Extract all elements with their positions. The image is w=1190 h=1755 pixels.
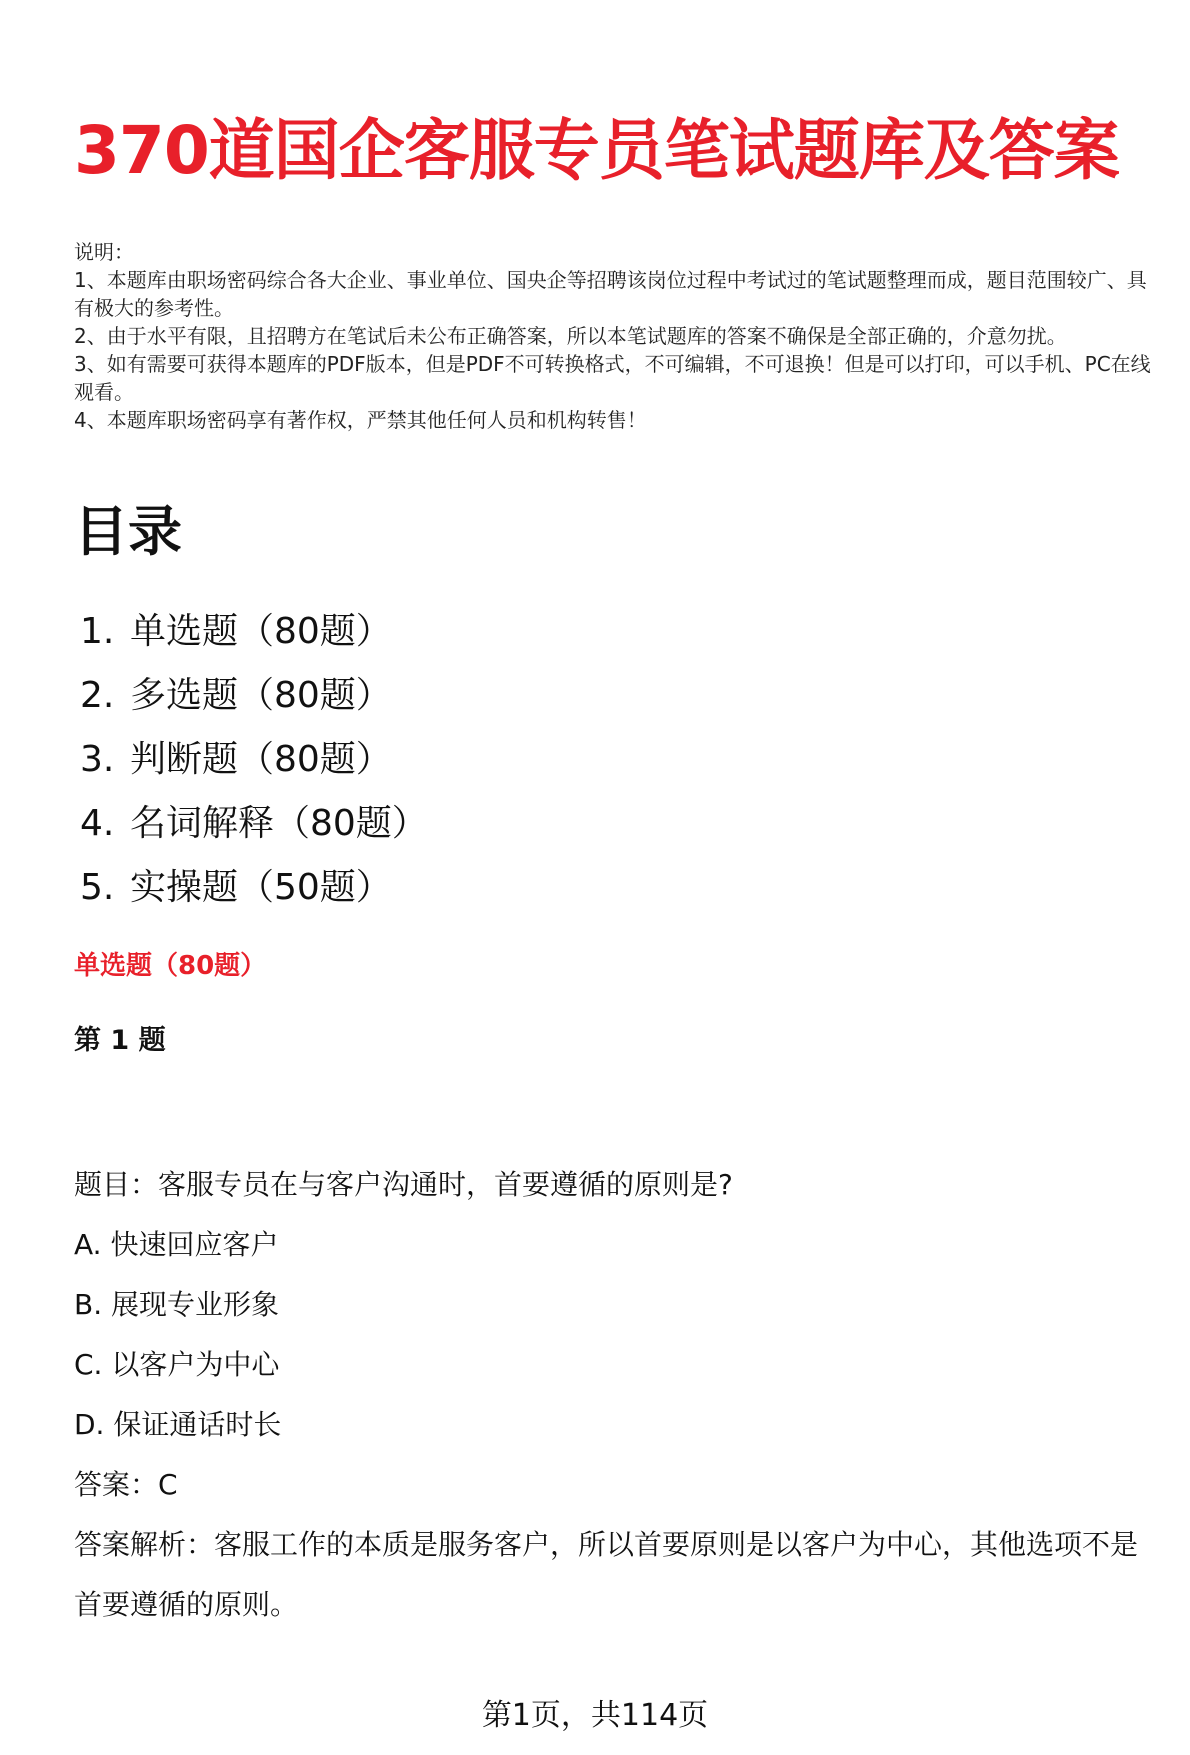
instruction-item: 3、如有需要可获得本题库的PDF版本，但是PDF不可转换格式，不可编辑，不可退换！但是可以打印，可以手机、PC在线观看。 [74,352,1151,404]
page-footer: 第1页，共114页 [481,1698,709,1733]
answer-analysis: 答案解析：客服工作的本质是服务客户，所以首要原则是以客户为中心，其他选项不是首要遵循的原则。 [74,1528,1139,1621]
instructions-heading: 说明： [74,240,134,264]
toc-item[interactable] [80,728,428,792]
toc-item-label: 实操题（50题） [130,867,392,908]
instructions [74,238,1164,434]
toc-item-label: 多选题（80题） [130,675,392,716]
table-of-contents [80,600,428,920]
toc-item-number: 4. [80,803,115,844]
toc-item-label: 判断题（80题） [130,739,392,780]
toc-item-label: 单选题（80题） [130,611,392,652]
document-title: 370道国企客服专员笔试题库及答案 [74,112,1119,189]
toc-item[interactable] [80,600,428,664]
toc-item-number: 3. [80,739,115,780]
option-a: A. 快速回应客户 [74,1228,279,1261]
toc-item-number: 2. [80,675,115,716]
option-c: C. 以客户为中心 [74,1348,280,1381]
toc-item-number: 1. [80,611,115,652]
question-block [74,1155,1164,1635]
instruction-item: 2、由于水平有限，且招聘方在笔试后未公布正确答案，所以本笔试题库的答案不确保是全部正确的，介意勿扰。 [74,324,1067,348]
toc-item-label: 名词解释（80题） [130,803,428,844]
option-b: B. 展现专业形象 [74,1288,280,1321]
question-number: 第 1 题 [74,1025,166,1056]
section-title: 单选题（80题） [74,951,267,981]
answer: 答案：C [74,1468,178,1501]
toc-item[interactable] [80,856,428,920]
question-text: 题目：客服专员在与客户沟通时，首要遵循的原则是? [74,1168,733,1201]
toc-item-number: 5. [80,867,115,908]
instruction-item: 1、本题库由职场密码综合各大企业、事业单位、国央企等招聘该岗位过程中考试过的笔试题整理而成，题目范围较广、具有极大的参考性。 [74,268,1147,320]
toc-item[interactable] [80,664,428,728]
toc-item[interactable] [80,792,428,856]
instruction-item: 4、本题库职场密码享有著作权，严禁其他任何人员和机构转售！ [74,408,647,432]
option-d: D. 保证通话时长 [74,1408,282,1441]
toc-heading: 目录 [74,500,182,563]
